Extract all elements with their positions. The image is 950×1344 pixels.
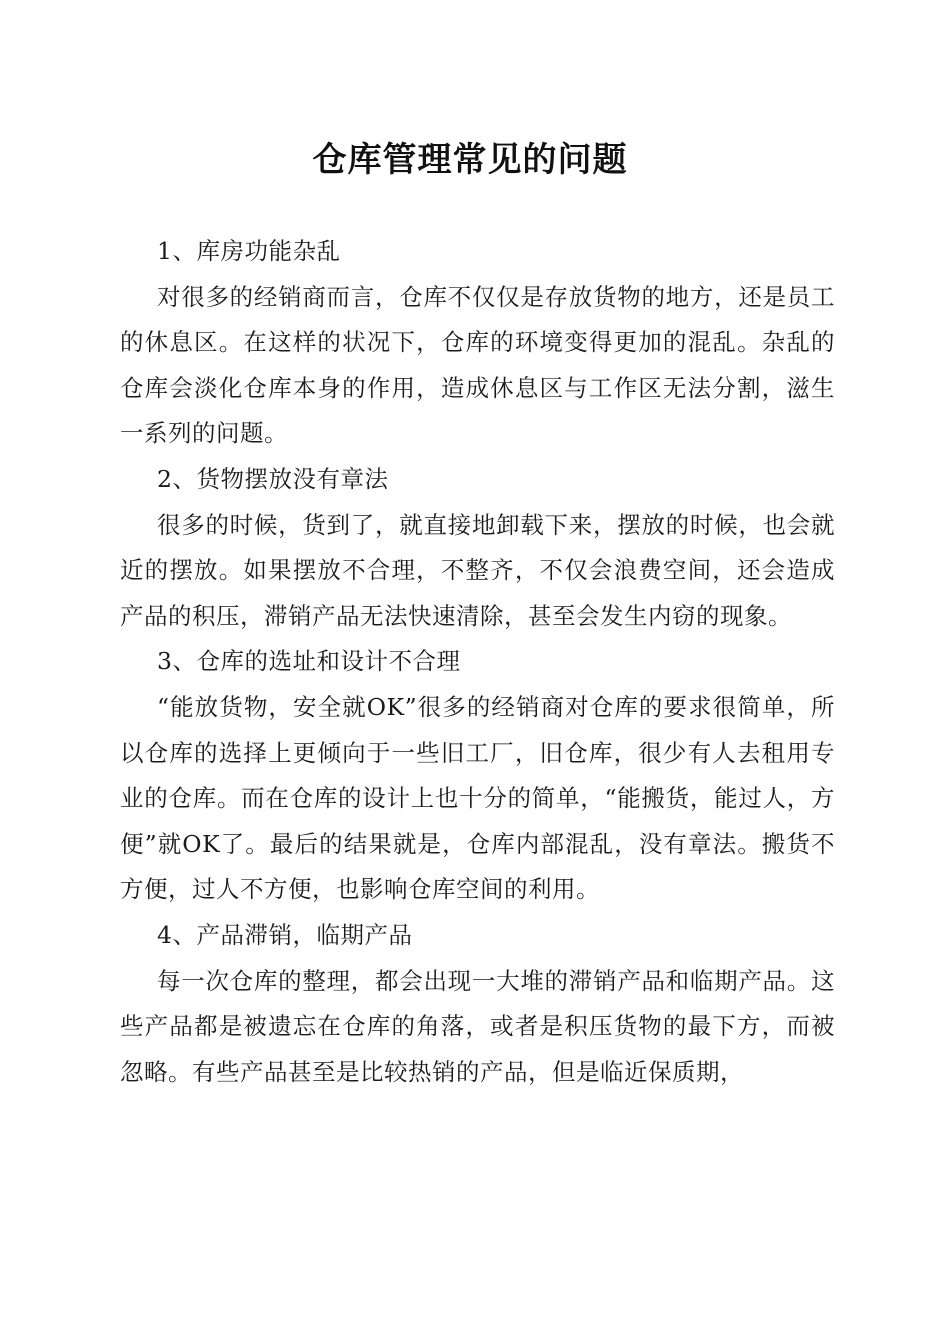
document-title: 仓库管理常见的问题 — [312, 140, 628, 180]
paragraph-3: “能放货物，安全就OK”很多的经销商对仓库的要求很简单，所以仓库的选择上更倾向于一些旧工厂，旧仓库，很少有人去租用专业的仓库。而在仓库的设计上也十分的简单，“能搬货，能过人，方便”就OK了。最后的结果就是，仓库内部混乱，没有章法。搬货不方便，过人不方便，也影响仓库空间的利用。 — [120, 692, 835, 904]
section-heading-3: 3、仓库的选址和设计不合理 — [157, 647, 461, 676]
section-heading-2: 2、货物摆放没有章法 — [157, 464, 389, 493]
paragraph-2: 很多的时候，货到了，就直接地卸载下来，摆放的时候，也会就近的摆放。如果摆放不合理，不整齐，不仅会浪费空间，还会造成产品的积压，滞销产品无法快速清除，甚至会发生内窃的现象。 — [120, 510, 835, 630]
section-heading-4: 4、产品滞销，临期产品 — [157, 920, 413, 949]
paragraph-1: 对很多的经销商而言，仓库不仅仅是存放货物的地方，还是员工的休息区。在这样的状况下，仓库的环境变得更加的混乱。杂乱的仓库会淡化仓库本身的作用，造成休息区与工作区无法分割，滋生一系列的问题。 — [120, 282, 835, 448]
paragraph-4: 每一次仓库的整理，都会出现一大堆的滞销产品和临期产品。这些产品都是被遗忘在仓库的角落，或者是积压货物的最下方，而被忽略。有些产品甚至是比较热销的产品，但是临近保质期， — [120, 966, 835, 1086]
document-body — [120, 229, 835, 1095]
section-heading-1: 1、库房功能杂乱 — [157, 237, 341, 265]
